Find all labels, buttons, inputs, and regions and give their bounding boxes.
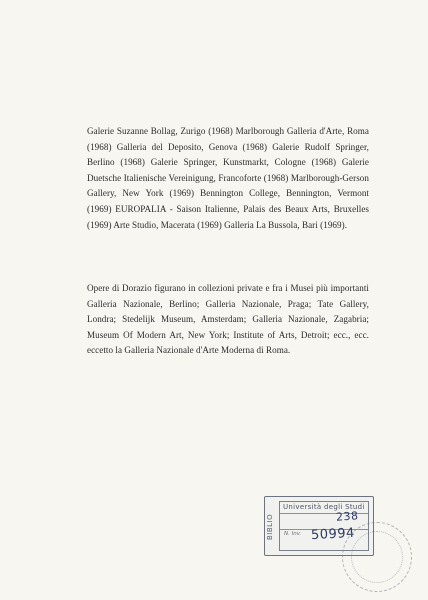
collections-paragraph (87, 281, 369, 359)
exhibitions-paragraph (87, 124, 369, 233)
stamp-side-text: BIBLIO (266, 513, 274, 541)
handwritten-inventory-number: 50994 (310, 525, 356, 544)
handwritten-shelf-number: 238 (335, 509, 359, 524)
stamp-header-text: Università degli Studi (283, 503, 365, 511)
paragraph-exhibitions-text: Galerie Suzanne Bollag, Zurigo (1968) Marlborough Galleria d'Arte, Roma (1968) Galleria del Deposito, Genova (1968) Galerie Rudolf Springer, Berlino (1968) Galerie Springer, Kunstmarkt, Cologne (1968) Galerie Duetsche Italienische Vereinigung, Francoforte (1968) Marlborough-Gerson Gallery, New York (1969) Bennington College, Bennington, Vermont (1969) EUROPALIA - Saison Italienne, Palais des Beaux Arts, Bruxelles (1969) Arte Studio, Macerata (1969) Galleria La Bussola, Bari (1969). (87, 126, 369, 230)
round-seal-stamp (342, 522, 412, 592)
paragraph-collections-text: Opere di Dorazio figurano in collezioni private e fra i Musei più importanti Galleria Nazionale, Berlino; Galleria Nazionale, Praga; Tate Gallery, Londra; Stedelijk Museum, Amsterdam; Galleria Nazionale, Zagabria; Museum Of Modern Art, New York; Institute of Arts, Detroit; ecc., ecc. eccetto la Galleria Nazionale d'Arte Moderna di Roma. (87, 283, 369, 356)
stamp-inventory-label: N. Inv. (284, 531, 302, 537)
